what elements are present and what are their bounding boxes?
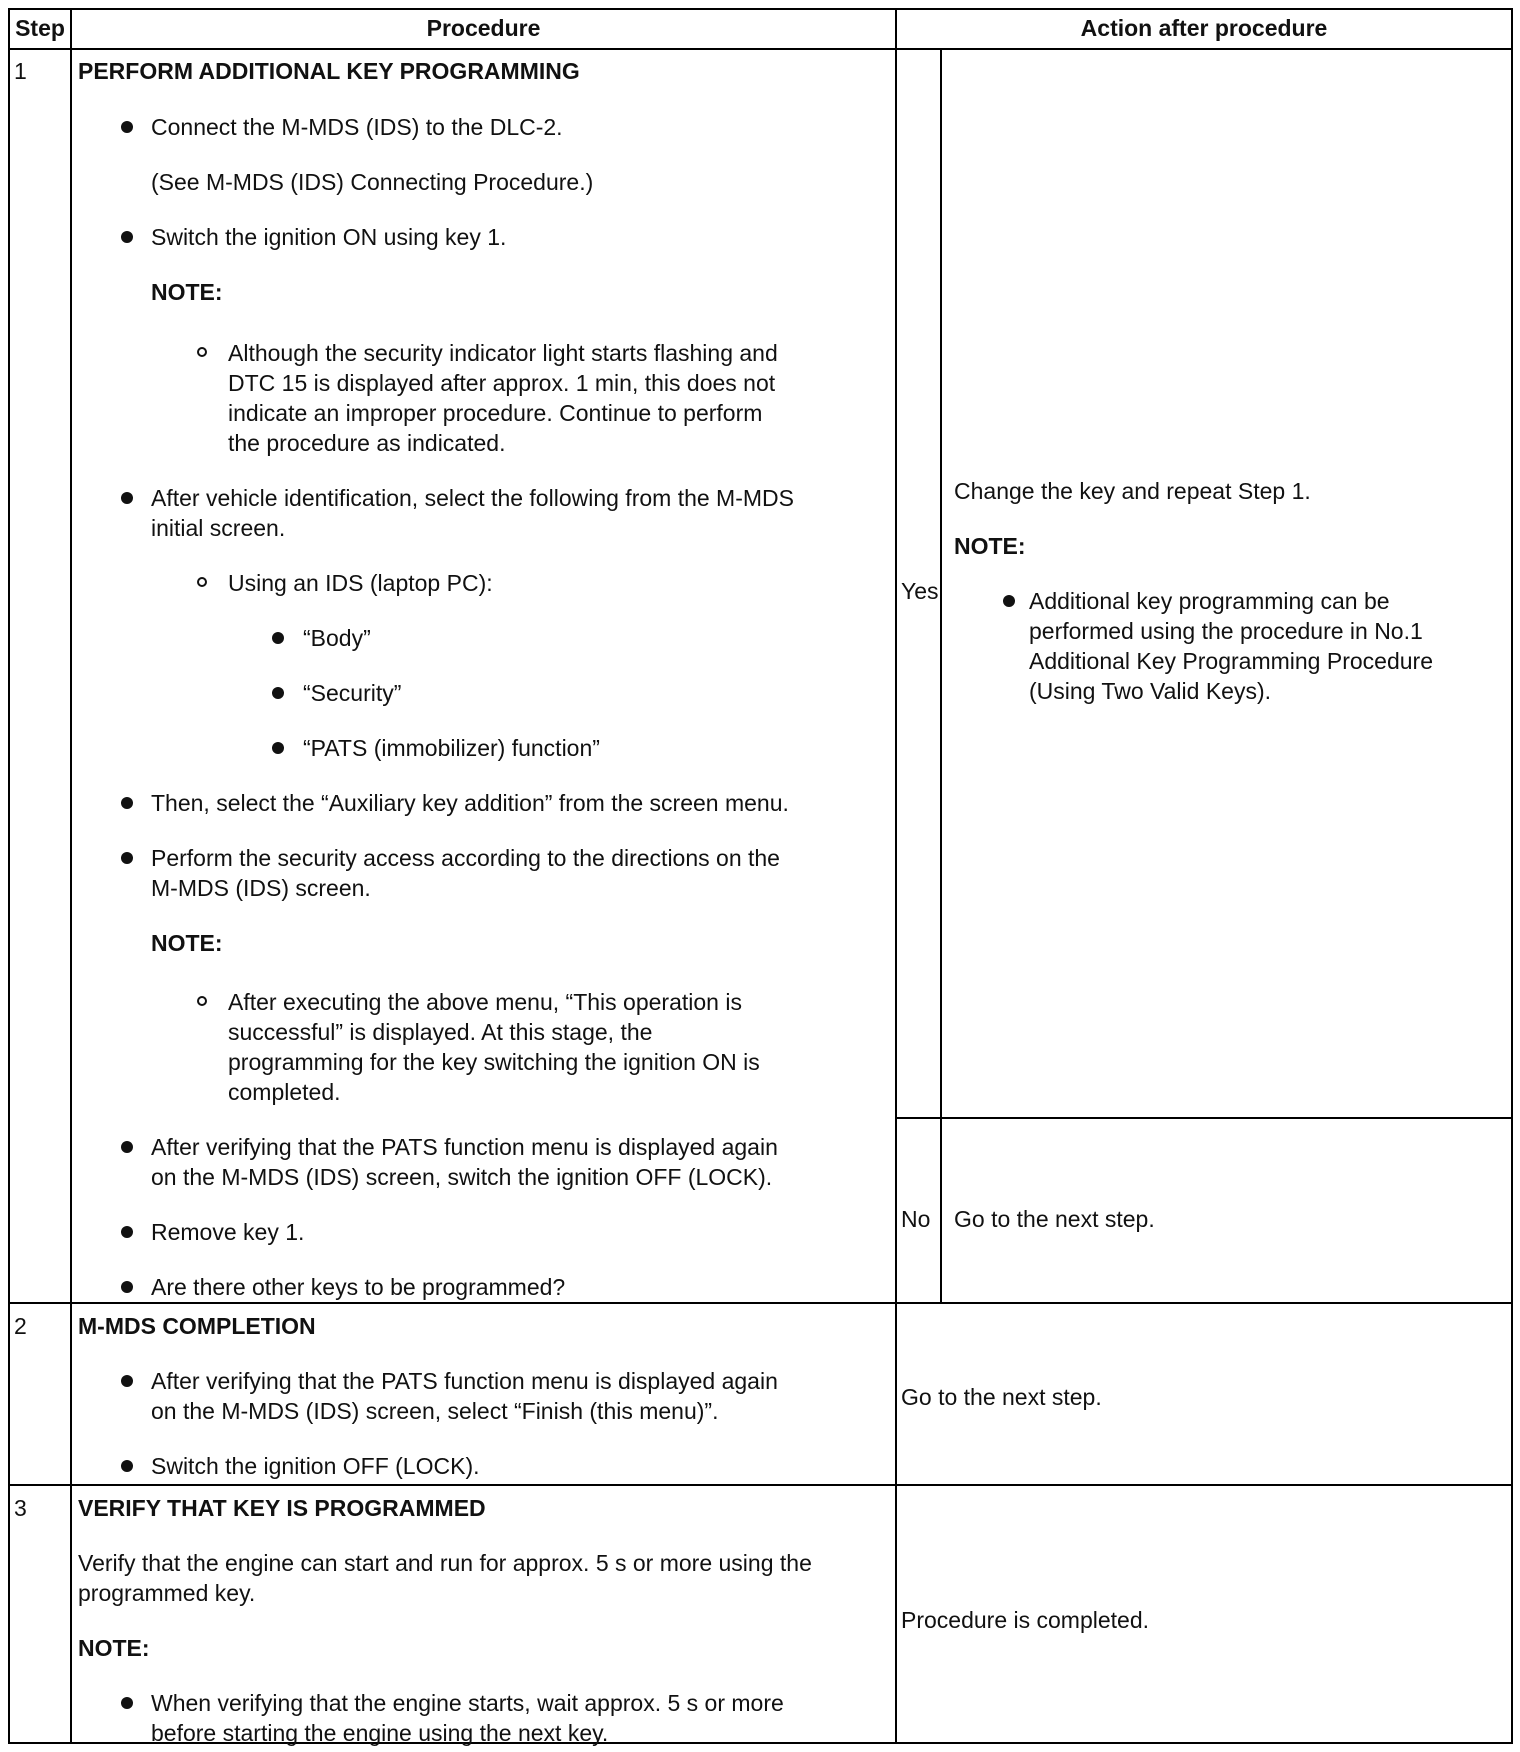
header-step: Step	[15, 15, 65, 41]
procedure-line: After verifying that the PATS function menu is displayed again	[151, 1368, 778, 1394]
yes-action-line: (Using Two Valid Keys).	[1029, 678, 1272, 704]
yes-no-divider	[895, 1117, 1513, 1119]
step-number-3: 3	[14, 1495, 27, 1521]
procedure-line: After executing the above menu, “This operation is	[228, 989, 742, 1015]
header-divider	[8, 48, 1513, 50]
procedure-line: Switch the ignition OFF (LOCK).	[151, 1453, 480, 1479]
procedure-line: “PATS (immobilizer) function”	[303, 735, 600, 761]
sub-bullet-icon	[197, 577, 207, 587]
yes-action-line: Additional key programming can be	[1029, 588, 1390, 614]
step-3-title: VERIFY THAT KEY IS PROGRAMMED	[78, 1495, 486, 1521]
yes-label: Yes	[901, 578, 939, 604]
procedure-line: (See M-MDS (IDS) Connecting Procedure.)	[151, 169, 594, 195]
bullet-icon	[121, 492, 133, 504]
yes-action-line: Change the key and repeat Step 1.	[954, 478, 1311, 504]
no-label: No	[901, 1206, 931, 1232]
procedure-line: When verifying that the engine starts, wait approx. 5 s or more	[151, 1690, 784, 1716]
no-action: Go to the next step.	[954, 1206, 1155, 1232]
procedure-line: programming for the key switching the ignition ON is	[228, 1049, 760, 1075]
step-column-divider	[70, 8, 72, 1744]
procedure-line: “Security”	[303, 680, 402, 706]
procedure-line: Connect the M-MDS (IDS) to the DLC-2.	[151, 114, 563, 140]
step-number-2: 2	[14, 1313, 27, 1339]
procedure-line: Although the security indicator light starts flashing and	[228, 340, 778, 366]
bullet-icon	[272, 742, 284, 754]
procedure-line: on the M-MDS (IDS) screen, select “Finish (this menu)”.	[151, 1398, 719, 1424]
header-procedure: Procedure	[426, 15, 541, 41]
procedure-line: M-MDS (IDS) screen.	[151, 875, 371, 901]
step-2-action: Go to the next step.	[901, 1384, 1102, 1410]
row-divider-2	[8, 1484, 1513, 1486]
bullet-icon	[121, 121, 133, 133]
procedure-line: Verify that the engine can start and run for approx. 5 s or more using the	[78, 1550, 812, 1576]
procedure-line: Remove key 1.	[151, 1219, 305, 1245]
procedure-line: on the M-MDS (IDS) screen, switch the ignition OFF (LOCK).	[151, 1164, 773, 1190]
procedure-line: indicate an improper procedure. Continue to perform	[228, 400, 763, 426]
step-number-1: 1	[14, 58, 27, 84]
procedure-line: the procedure as indicated.	[228, 430, 506, 456]
yes-action-line: Additional Key Programming Procedure	[1029, 648, 1433, 674]
step-1-title: PERFORM ADDITIONAL KEY PROGRAMMING	[78, 58, 580, 84]
yes-action-line: performed using the procedure in No.1	[1029, 618, 1423, 644]
row-divider-1	[8, 1302, 1513, 1304]
procedure-line: initial screen.	[151, 515, 286, 541]
bullet-icon	[272, 632, 284, 644]
action-column-divider	[895, 8, 897, 1744]
bullet-icon	[121, 1697, 133, 1709]
procedure-line: After vehicle identification, select the following from the M-MDS	[151, 485, 794, 511]
procedure-line: After verifying that the PATS function menu is displayed again	[151, 1134, 778, 1160]
step-3-action: Procedure is completed.	[901, 1607, 1150, 1633]
procedure-line: Perform the security access according to the directions on the	[151, 845, 780, 871]
bullet-icon	[121, 1460, 133, 1472]
bullet-icon	[1003, 595, 1015, 607]
header-action: Action after procedure	[1080, 15, 1328, 41]
procedure-table	[8, 8, 1513, 1744]
sub-bullet-icon	[197, 347, 207, 357]
procedure-line: “Body”	[303, 625, 371, 651]
bullet-icon	[272, 687, 284, 699]
procedure-line: before starting the engine using the next key.	[151, 1720, 609, 1746]
procedure-line: Then, select the “Auxiliary key addition” from the screen menu.	[151, 790, 789, 816]
bullet-icon	[121, 231, 133, 243]
procedure-line: completed.	[228, 1079, 341, 1105]
procedure-line: programmed key.	[78, 1580, 256, 1606]
bullet-icon	[121, 1226, 133, 1238]
yes-no-label-divider	[940, 48, 942, 1304]
bullet-icon	[121, 1281, 133, 1293]
note-label: NOTE:	[954, 533, 1026, 559]
bullet-icon	[121, 797, 133, 809]
procedure-line: Switch the ignition ON using key 1.	[151, 224, 507, 250]
note-label: NOTE:	[151, 279, 223, 305]
table-border-left	[8, 8, 10, 1744]
note-label: NOTE:	[151, 930, 223, 956]
table-border-right	[1511, 8, 1513, 1744]
table-border-top	[8, 8, 1513, 10]
procedure-line: Are there other keys to be programmed?	[151, 1274, 566, 1300]
bullet-icon	[121, 1141, 133, 1153]
note-label: NOTE:	[78, 1635, 150, 1661]
procedure-line: DTC 15 is displayed after approx. 1 min, this does not	[228, 370, 776, 396]
sub-bullet-icon	[197, 996, 207, 1006]
procedure-line: successful” is displayed. At this stage, the	[228, 1019, 653, 1045]
bullet-icon	[121, 852, 133, 864]
procedure-line: Using an IDS (laptop PC):	[228, 570, 493, 596]
step-2-title: M-MDS COMPLETION	[78, 1313, 316, 1339]
bullet-icon	[121, 1375, 133, 1387]
